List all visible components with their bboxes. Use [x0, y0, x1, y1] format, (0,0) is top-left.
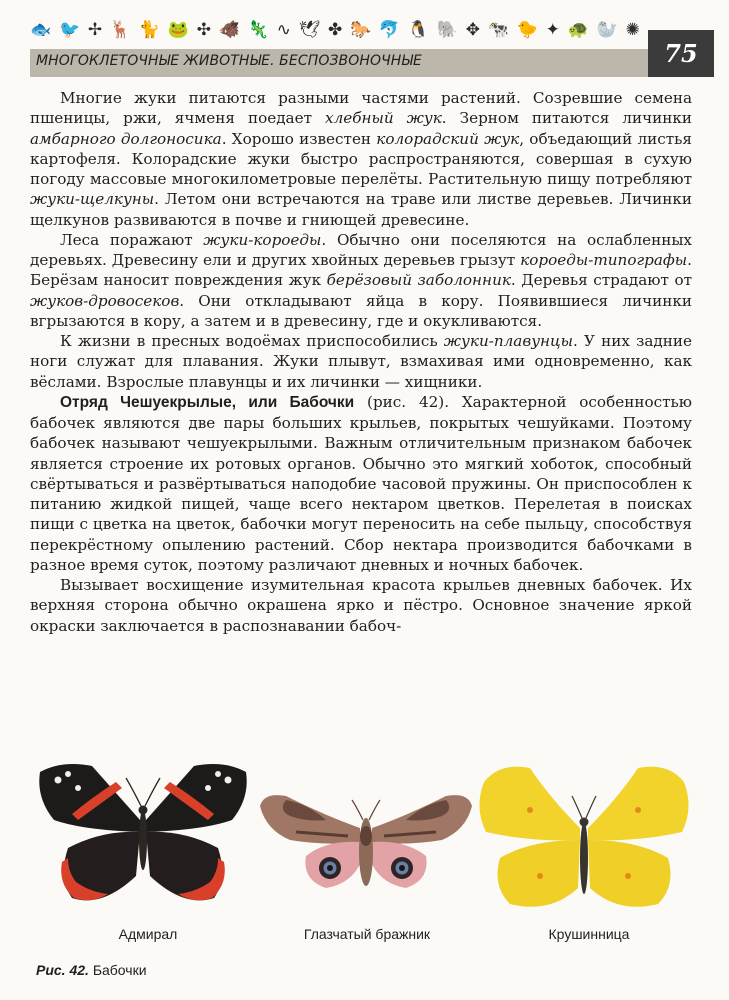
caption-brimstone: Крушинница	[548, 926, 630, 942]
crab-icon: ✥	[465, 19, 480, 40]
italic-term: колорадский жук	[376, 129, 520, 148]
italic-term: жуки-короеды	[203, 230, 322, 249]
section-heading: Отряд Чешуекрылые, или Бабочки	[60, 393, 355, 411]
frog-icon: 🐸	[167, 19, 189, 40]
deer-icon: 🦌	[109, 19, 132, 40]
italic-term: короеды-типографы	[520, 251, 688, 269]
page-number: 75	[648, 30, 714, 77]
italic-term: амбарного долгоносика	[30, 129, 222, 148]
fish-icon: 🐟	[30, 19, 52, 40]
caption-hawkmoth: Глазчатый бражник	[303, 926, 431, 942]
turtle-icon: 🐢	[567, 19, 589, 40]
lizard-icon: 🦎	[247, 19, 269, 40]
boar-icon: 🐗	[218, 19, 240, 40]
italic-term: берёзовый заболонник	[326, 271, 511, 290]
seal-icon: 🦭	[596, 19, 618, 40]
animal-silhouette-strip	[30, 16, 640, 44]
section-title: МНОГОКЛЕТОЧНЫЕ ЖИВОТНЫЕ. БЕСПОЗВОНОЧНЫЕ	[36, 53, 422, 69]
paragraph-2: Леса поражают жуки-короеды. Обычно они поселяются на ослабленных деревьях. Древесину ели и других хвойных деревьев грызут короеды-типографы. Берёзам наносит повреждения жук берёзовый заболонник. Деревья страдают от жуков-дровосеков. Они откладывают яйца в кору. Появившиеся личинки вгрызаются в кору, а затем и в древесину, где и окукливаются.	[30, 230, 692, 330]
spider-icon: ✺	[625, 19, 640, 40]
cat-icon: 🐈	[138, 19, 160, 40]
figure-caption-label: Рис. 42.	[36, 962, 89, 978]
italic-term: жуки-плавунцы	[443, 332, 573, 350]
bird-icon: 🐤	[516, 19, 538, 40]
figure-caption-text: Бабочки	[92, 962, 147, 978]
snake-icon: ∿	[276, 19, 291, 40]
dolphin-icon: 🐬	[378, 19, 401, 40]
paragraph-3: К жизни в пресных водоёмах приспособились жуки-плавунцы. У них задние ноги служат для плавания. Жуки плывут, взмахивая ими одновременно, как вёслами. Взрослые плавунцы и их личинки — хищники.	[30, 332, 692, 391]
figure-butterflies	[30, 752, 700, 962]
paragraph-5: Вызывает восхищение изумительная красота крыльев дневных бабочек. Их верхняя сторона обычно окрашена ярко и пёстро. Основное значение яркой окраски заключается в распознавании бабоч-	[30, 576, 692, 635]
italic-term: жуки-щелкуны	[30, 190, 155, 209]
hawkmoth-image	[256, 776, 476, 906]
scorpion-icon: ✤	[327, 19, 343, 40]
italic-term: жуков-дровосеков	[30, 291, 180, 310]
bird-icon: 🐧	[407, 19, 430, 40]
fly-icon: ✢	[87, 19, 103, 40]
admiral-butterfly-image	[32, 758, 254, 908]
cow-icon: 🐄	[487, 19, 509, 40]
elephant-icon: 🐘	[436, 19, 458, 40]
bird-icon: 🕊	[298, 19, 321, 40]
bird-icon: 🐦	[58, 19, 81, 40]
figure-caption	[36, 962, 147, 978]
insect-icon: ✣	[196, 19, 211, 40]
paragraph-1: Многие жуки питаются разными частями растений. Созревшие семена пшеницы, ржи, ячменя поедает хлебный жук. Зерном питаются личинки амбарного долгоносика. Хорошо известен колорадский жук, объедающий листья картофеля. Колорадские жуки быстро распространяются, совершая в сухую погоду массовые многокилометровые перелёты. Растительную пищу потребляют жуки-щелкуны. Летом они встречаются на траве или листве деревьев. Личинки щелкунов развиваются в почве и гниющей древесине.	[30, 89, 693, 229]
beetle-icon: ✦	[545, 19, 560, 40]
body-text	[30, 88, 692, 636]
caption-admiral: Адмирал	[118, 926, 178, 942]
horse-icon: 🐎	[349, 19, 372, 40]
italic-term: хлебный жук	[325, 109, 442, 128]
brimstone-butterfly-image	[470, 758, 698, 918]
paragraph-4: Отряд Чешуекрылые, или Бабочки (рис. 42). Характерной особенностью бабочек являются две пары больших крыльев, покрытых чешуйками. Поэтому бабочек называют чешуекрылыми. Важным отличительным признаком бабочек является строение их ротовых органов. Обычно это мягкий хоботок, способный свёртываться и развёртываться наподобие часовой пружины. Он приспособлен к питанию жидкой пищей, чаще всего нектаром цветков. Перелетая в поисках пищи с цветка на цветок, бабочки могут переносить на себе пыльцу, способствуя перекрёстному опылению растений. Сбор нектара производится бабочками в разное время суток, поэтому различают дневных и ночных бабочек.	[30, 392, 692, 574]
